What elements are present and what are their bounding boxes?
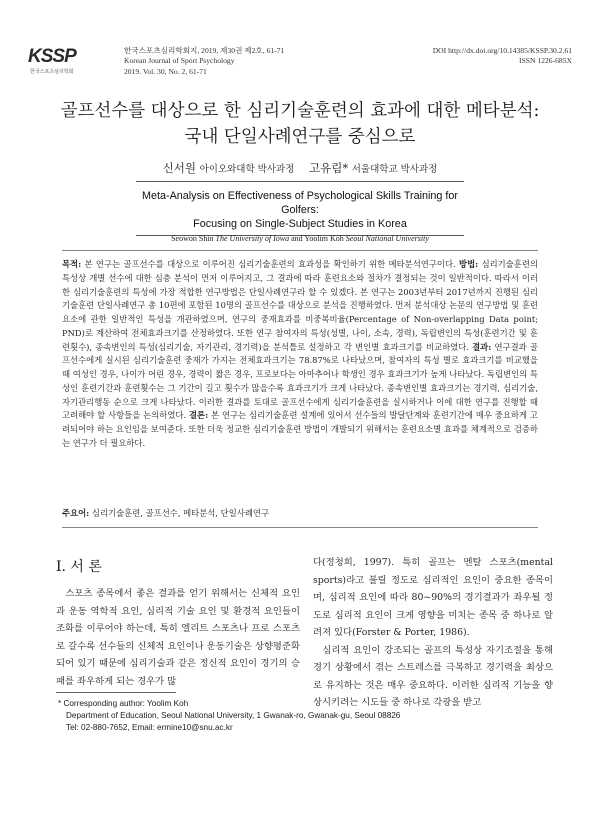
author-line: [0, 160, 600, 176]
author-name: 고유림*: [309, 161, 349, 175]
english-author-name: Yoolim Koh: [304, 234, 344, 243]
english-authors: [136, 234, 464, 243]
journal-citation-line: 한국스포츠심리학회지, 2019, 제30권 제2호, 61-71: [124, 46, 285, 55]
issn-text: ISSN 1226-685X: [519, 56, 572, 66]
journal-citation-line: Korean Journal of Sport Psychology: [124, 56, 235, 66]
footnote-corresponding: * Corresponding author: Yoolim Koh: [58, 699, 189, 708]
body-paragraph: 다(정청희, 1997). 특히 골프는 멘탈 스포츠(mental sports)라고 불릴 정도로 심리적인 요인이 중요한 종목이며, 심리적 요인에 따라 80~90%의 경기결과가 좌우될 정도로 심리적 요인이 크게 영향을 미치는 종목 중 하나로 알려져 있다(Forster & Porter, 1986).: [313, 557, 553, 638]
footnote-contact: Tel: 02-880-7652, Email: ermine10@snu.ac.kr: [66, 723, 233, 732]
english-author-affiliation: Seoul National University: [345, 234, 429, 243]
footnote-rule: [56, 692, 176, 693]
abstract-result: 연구결과 골프선수에게 실시된 심리기술훈련 중재가 가지는 전체효과크기는 78.87%로 나타났으며, 참여자의 특성 별로 효과크기를 비교했을 때 여성인 경우, 나이가 어린 경우, 경력이 짧은 경우, 프로보다는 아마추어나 학생인 경우 효과크기가 높게 나타났다. 독립변인의 특성인 훈련기간과 훈련횟수는 그 기간이 길고 횟수가 많을수록 효과크기가 크게 나타났다. 종속변인별 효과크기는 경기력, 심리기술, 자기관리행동 순으로 크게 나타났다. 이러한 결과를 토대로 골프선수에게 심리기술훈련을 실시하거나 이에 대한 연구를 진행할 때 고려해야 할 사항들을 논의하였다.: [62, 341, 538, 421]
keywords: [62, 507, 538, 519]
abstract-label-result: 결과:: [472, 341, 492, 352]
abstract-purpose: 본 연구는 골프선수를 대상으로 이루어진 심리기술훈련의 효과성을 확인하기 위한 메타분석연구이다.: [81, 259, 460, 269]
body-paragraph: 심리적 요인이 강조되는 골프의 특성상 자기조절을 통해 경기 상황에서 겪는 스트레스를 극복하고 경기력을 최상으로 유지하는 것은 매우 중요하다. 이러한 심리적 기능을 향상시키려는 시도들 중 하나로 각광을 받고: [313, 644, 553, 708]
footnote: [58, 698, 400, 734]
author-affiliation: 아이오와대학 박사과정: [199, 164, 295, 175]
body-paragraph: 스포츠 종목에서 좋은 결과를 얻기 위해서는 신체적 요인과 운동 역학적 요인, 심리적 기술 요인 및 환경적 요인들이 조화를 이루어야 하는데, 특히 엘리트 스포츠나 프로 스포츠로 갈수록 선수들의 신체적 요인이나 운동기술은 상향평준화되어 있기 때문에 심리기술과 같은 정신적 요인이 경기의 승패를 좌우하게 되는 경우가 많: [56, 588, 300, 687]
abstract-label-method: 방법:: [459, 259, 479, 269]
author-name: 신서원: [162, 161, 196, 175]
section-title: I. 서 론: [56, 559, 102, 575]
abstract-conclusion: 본 연구는 심리기술훈련 설계에 있어서 선수들의 발달단계와 훈련기간에 매우 중요하게 고려되어야 하는 요인임을 보여준다. 또한 더욱 정교한 심리기술훈련 방법이 개발되기 위해서는 훈련요소별 효과를 체계적으로 검증하는 연구가 더 필요하다.: [62, 410, 538, 448]
english-and: and: [291, 234, 303, 243]
journal-identifiers: [433, 46, 572, 67]
logo-mark: KSSP: [28, 46, 76, 67]
abstract-label-purpose: 목적:: [62, 259, 82, 269]
english-title-line: Meta-Analysis on Effectiveness of Psychological Skills Training for Golfers:: [141, 190, 459, 216]
abstract-top-rule: [62, 250, 538, 251]
english-title-box: [136, 181, 464, 243]
english-title: [136, 189, 464, 231]
doi-text: DOI http://dx.doi.org/10.14385/KSSP.30.2.61: [432, 46, 572, 55]
paper-title-line: 골프선수를 대상으로 한 심리기술훈련의 효과에 대한 메타분석:: [60, 101, 540, 121]
keywords-text: 심리기술훈련, 골프선수, 메타분석, 단일사례연구: [89, 508, 270, 518]
keywords-label: 주요어:: [62, 508, 90, 518]
body-column-right: [313, 554, 553, 712]
journal-citation: [124, 46, 284, 77]
paper-title-line: 국내 단일사례연구를 중심으로: [184, 127, 416, 147]
author-affiliation: 서울대학교 박사과정: [351, 164, 438, 175]
abstract-bottom-rule: [62, 527, 538, 528]
abstract-method: 심리기술훈련의 특성상 개별 선수에 대한 심층 분석이 먼저 이루어지고, 그 결과에 따라 훈련요소와 절차가 결정되는 것이 일반적이다. 따라서 이러한 심리기술훈련의 특성에 가장 적합한 연구방법은 단일사례연구라 할 수 있겠다. 본 연구는 2003년부터 2017년까지 진행된 심리기술훈련 단일사례연구 총 10편에 포함된 10명의 골프선수를 대상으로 분석을 진행하였다. 먼저 분석대상 논문의 연구방법 및 훈련요소에 관한 일반적인 특성을 개관하였으며, 연구의 중재효과를 비중복비율(Percentage of Non-overlapping Data point; PND)로 계산하여 전체효과크기를 산정하였다. 또한 연구 참여자의 특성(성별, 나이, 소속, 경력), 독립변인의 특성(훈련기간 및 훈련횟수), 종속변인의 특성(심리기술, 자기관리, 경기력)을 분석틀로 설정하고 각 변인별 효과크기를 비교하였다.: [62, 259, 538, 352]
body-column-left: [56, 585, 300, 690]
logo-subtitle: 한국스포츠심리학회: [30, 69, 74, 75]
abstract-label-conclusion: 결론:: [188, 410, 209, 421]
journal-logo: [28, 46, 110, 78]
paper-title: [0, 98, 600, 150]
abstract: [62, 258, 538, 451]
english-title-line: Focusing on Single-Subject Studies in Korea: [193, 218, 407, 230]
footnote-address: Department of Education, Seoul National University, 1 Gwanak-ro, Gwanak-gu, Seoul 08826: [66, 711, 401, 720]
journal-citation-line: 2019. Vol. 30, No. 2, 61-71: [124, 66, 207, 76]
english-author-name: Seowon Shin: [171, 234, 214, 243]
journal-header: [28, 46, 572, 80]
english-author-affiliation: The University of Iowa: [215, 234, 290, 243]
